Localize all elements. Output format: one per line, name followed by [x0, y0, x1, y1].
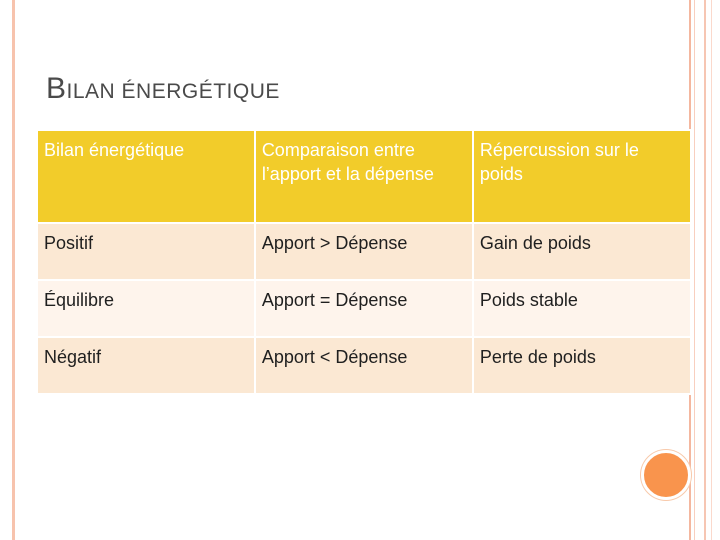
table-cell-bilan: Négatif [37, 337, 255, 394]
right-frame-line [711, 0, 712, 540]
slide-title [46, 74, 280, 107]
right-frame-line [694, 0, 695, 540]
table-row [37, 337, 691, 394]
header-repercussion: Répercussion sur le poids [473, 130, 691, 223]
table-row [37, 280, 691, 337]
header-bilan-energetique: Bilan énergétique [37, 130, 255, 223]
energy-balance-table [36, 129, 692, 395]
table-cell-repercussion: Perte de poids [473, 337, 691, 394]
table-cell-comparaison: Apport = Dépense [255, 280, 473, 337]
table-cell-comparaison: Apport < Dépense [255, 337, 473, 394]
header-comparaison: Comparaison entre l’apport et la dépense [255, 130, 473, 223]
table-row [37, 223, 691, 280]
table-cell-bilan: Positif [37, 223, 255, 280]
right-frame-line [704, 0, 706, 540]
table-header-row [37, 130, 691, 223]
table-cell-repercussion: Poids stable [473, 280, 691, 337]
left-frame-line [12, 0, 15, 540]
table-cell-bilan: Équilibre [37, 280, 255, 337]
decorative-circle-icon [641, 450, 691, 500]
slide-title-rest: ILAN ÉNERGÉTIQUE [66, 80, 280, 103]
slide-title-first-letter: B [46, 72, 67, 105]
table-cell-repercussion: Gain de poids [473, 223, 691, 280]
table-cell-comparaison: Apport > Dépense [255, 223, 473, 280]
